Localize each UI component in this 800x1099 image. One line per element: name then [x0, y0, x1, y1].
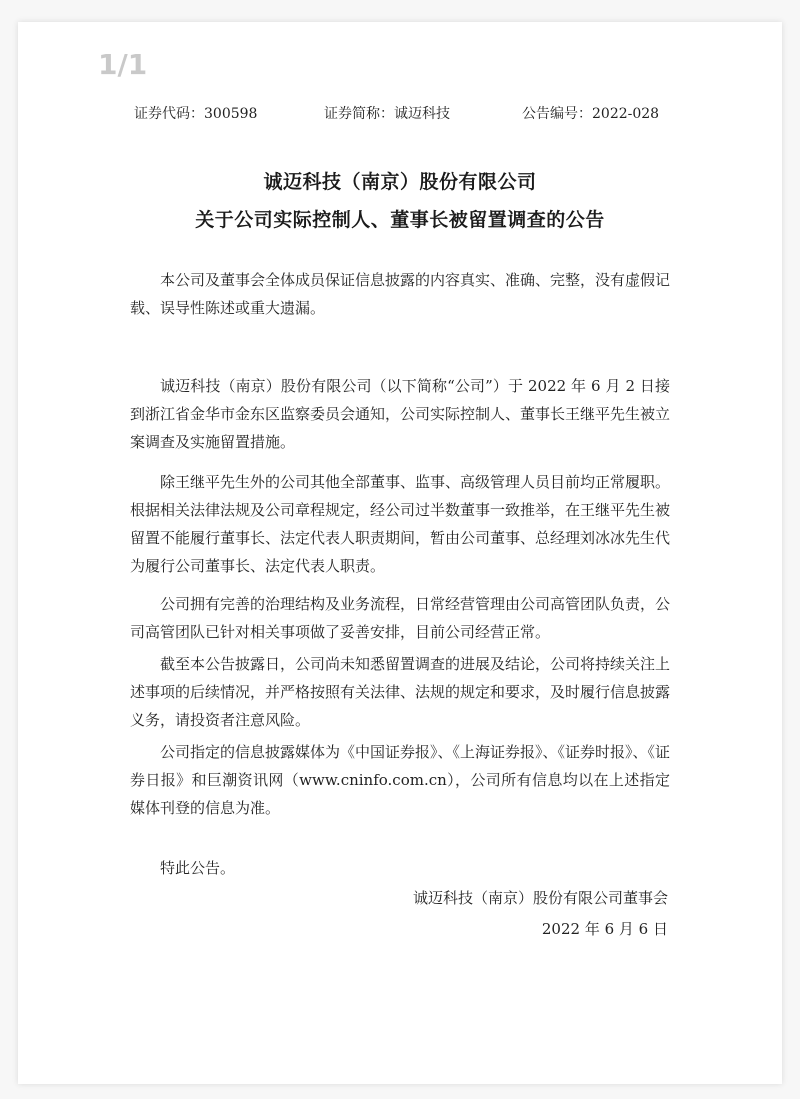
- paragraph-disclaimer: 本公司及董事会全体成员保证信息披露的内容真实、准确、完整，没有虚假记载、误导性陈述或重大遗漏。: [130, 271, 671, 317]
- paragraph-duties: 除王继平先生外的公司其他全部董事、监事、高级管理人员目前均正常履职。根据相关法律法规及公司章程规定，经公司过半数董事一致推举，在王继平先生被留置不能履行董事长、法定代表人职责期间，暂由公司董事、总经理刘冰冰先生代为履行公司董事长、法定代表人职责。: [130, 473, 671, 575]
- paragraph-notice: 诚迈科技（南京）股份有限公司（以下简称“公司”）于 2022 年 6 月 2 日接到浙江省金华市金东区监察委员会通知，公司实际控制人、董事长王继平先生被立案调查及实施留置措施。: [130, 377, 671, 451]
- signature-date: 2022 年 6 月 6 日: [541, 920, 668, 938]
- announcement-number: 公告编号：2022-028: [522, 106, 660, 122]
- paragraph-operations: 公司拥有完善的治理结构及业务流程，日常经营管理由公司高管团队负责，公司高管团队已针对相关事项做了妥善安排，目前公司经营正常。: [130, 595, 671, 641]
- stock-code: 证券代码：300598: [134, 106, 258, 122]
- paragraph-closing: 特此公告。: [160, 859, 236, 877]
- paragraph-media: 公司指定的信息披露媒体为《中国证券报》、《上海证券报》、《证券时报》、《证券日报》和巨潮资讯网（www.cninfo.com.cn），公司所有信息均以在上述指定媒体刊登的信息为准。: [130, 743, 671, 817]
- stock-abbreviation: 证券简称：诚迈科技: [324, 106, 450, 122]
- title-company: 诚迈科技（南京）股份有限公司: [263, 171, 537, 193]
- paragraph-progress: 截至本公告披露日，公司尚未知悉留置调查的进展及结论，公司将持续关注上述事项的后续情况，并严格按照有关法律、法规的规定和要求，及时履行信息披露义务，请投资者注意风险。: [130, 655, 671, 729]
- signature-company: 诚迈科技（南京）股份有限公司董事会: [412, 889, 668, 907]
- page-counter: 1/1: [98, 48, 148, 81]
- title-subject: 关于公司实际控制人、董事长被留置调查的公告: [195, 209, 605, 231]
